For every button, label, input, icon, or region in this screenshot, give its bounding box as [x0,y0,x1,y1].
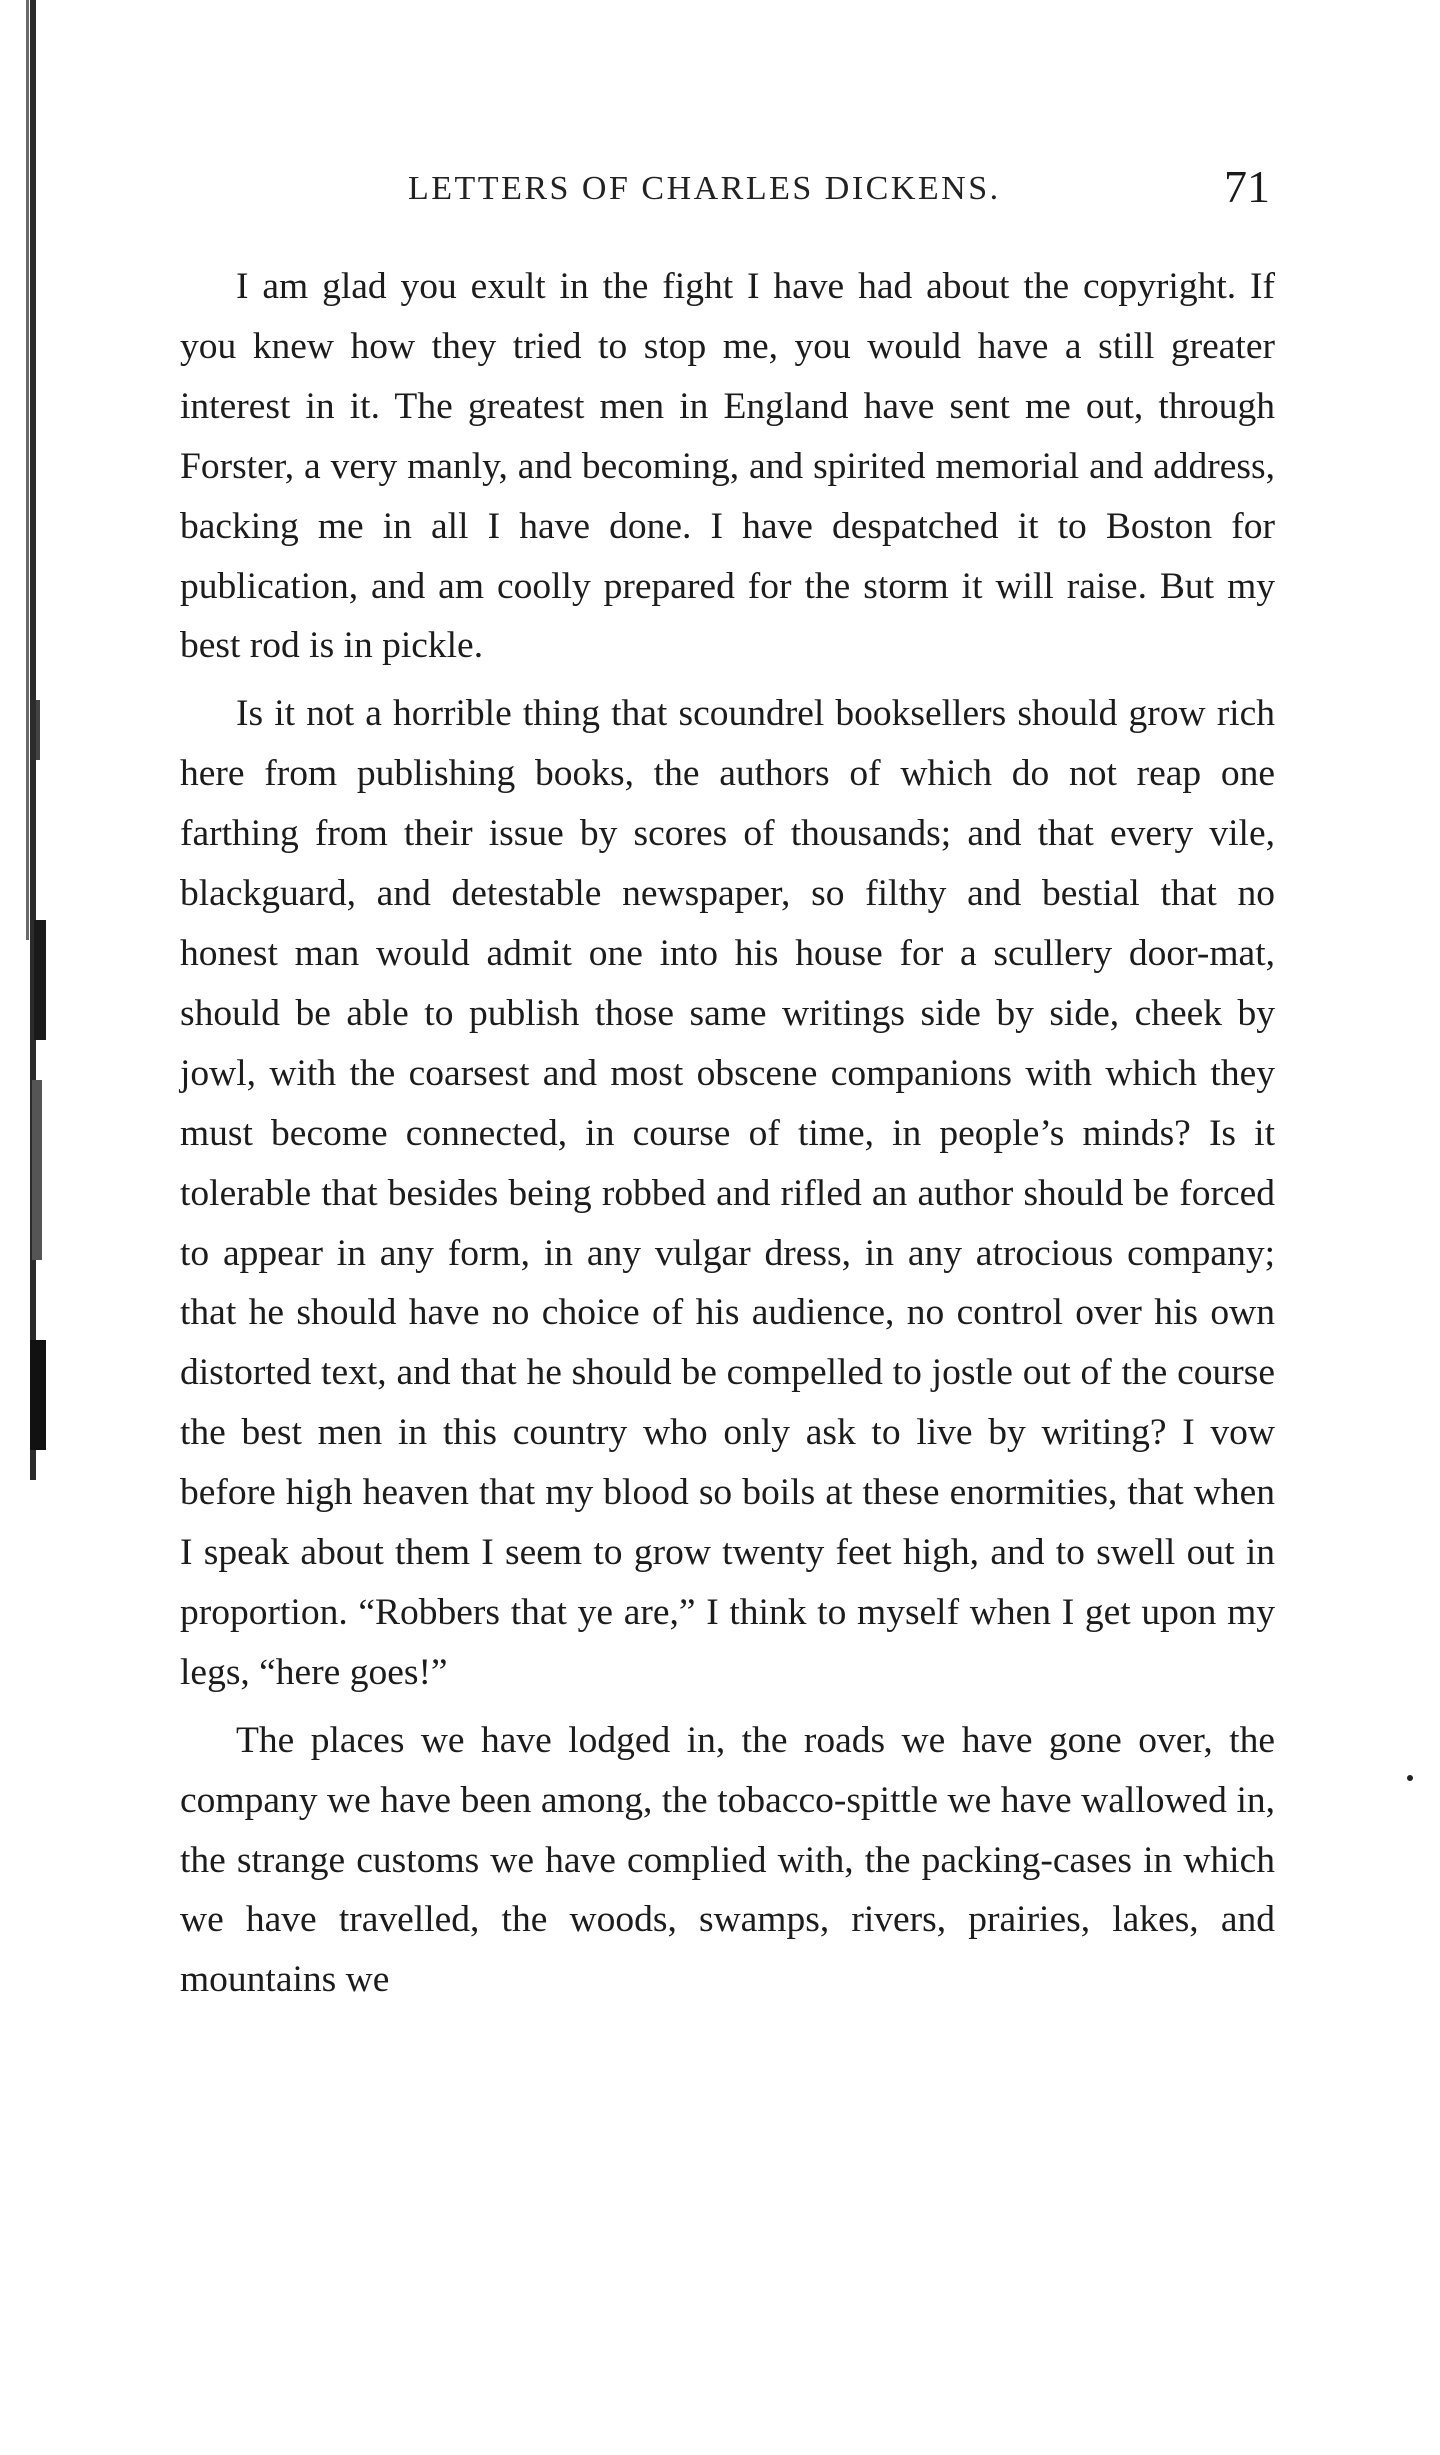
page-binding-edge [0,0,48,1480]
running-head: LETTERS OF CHARLES DICKENS. [408,170,1001,207]
paragraph: The places we have lodged in, the roads we have gone over, the company we have been among, the tobacco-spittle we have wallowed in, the strange customs we have complied with, the packing-cases in which we have travelled, the woods, swamps, rivers, prairies, lakes, and mountains we [180,1719,1275,2001]
body-text [180,257,1275,2018]
stray-ink-dot [1407,1775,1413,1781]
page-header [180,160,1270,230]
paragraph: Is it not a horrible thing that scoundrel booksellers should grow rich here from publishing books, the authors of which do not reap one farthing from their issue by scores of thousands; and that every vile, blackguard, and detestable newspaper, so filthy and bestial that no honest man would admit one into his house for a scullery door-mat, should be able to publish those same writings side by side, cheek by jowl, with the coarsest and most obscene companions with which they must become connected, in course of time, in people’s minds? Is it tolerable that besides being robbed and rifled an author should be forced to appear in any form, in any vulgar dress, in any atrocious company; that he should have no choice of his audience, no control over his own distorted text, and that he should be compelled to jostle out of the course the best men in this country who only ask to live by writing? I vow before high heaven that my blood so boils at these enormities, that when I speak about them I seem to grow twenty feet high, and to swell out in proportion. “Robbers that ye are,” I think to myself when I get upon my legs, “here goes!” [180,693,1275,1693]
page-number: 71 [1224,161,1270,212]
paragraph: I am glad you exult in the fight I have had about the copyright. If you knew how they tried to stop me, you would have a still greater interest in it. The greatest men in England have sent me out, through Forster, a very manly, and becoming, and spirited memorial and address, backing me in all I have done. I have despatched it to Boston for publication, and am coolly prepared for the storm it will raise. But my best rod is in pickle. [180,266,1275,667]
